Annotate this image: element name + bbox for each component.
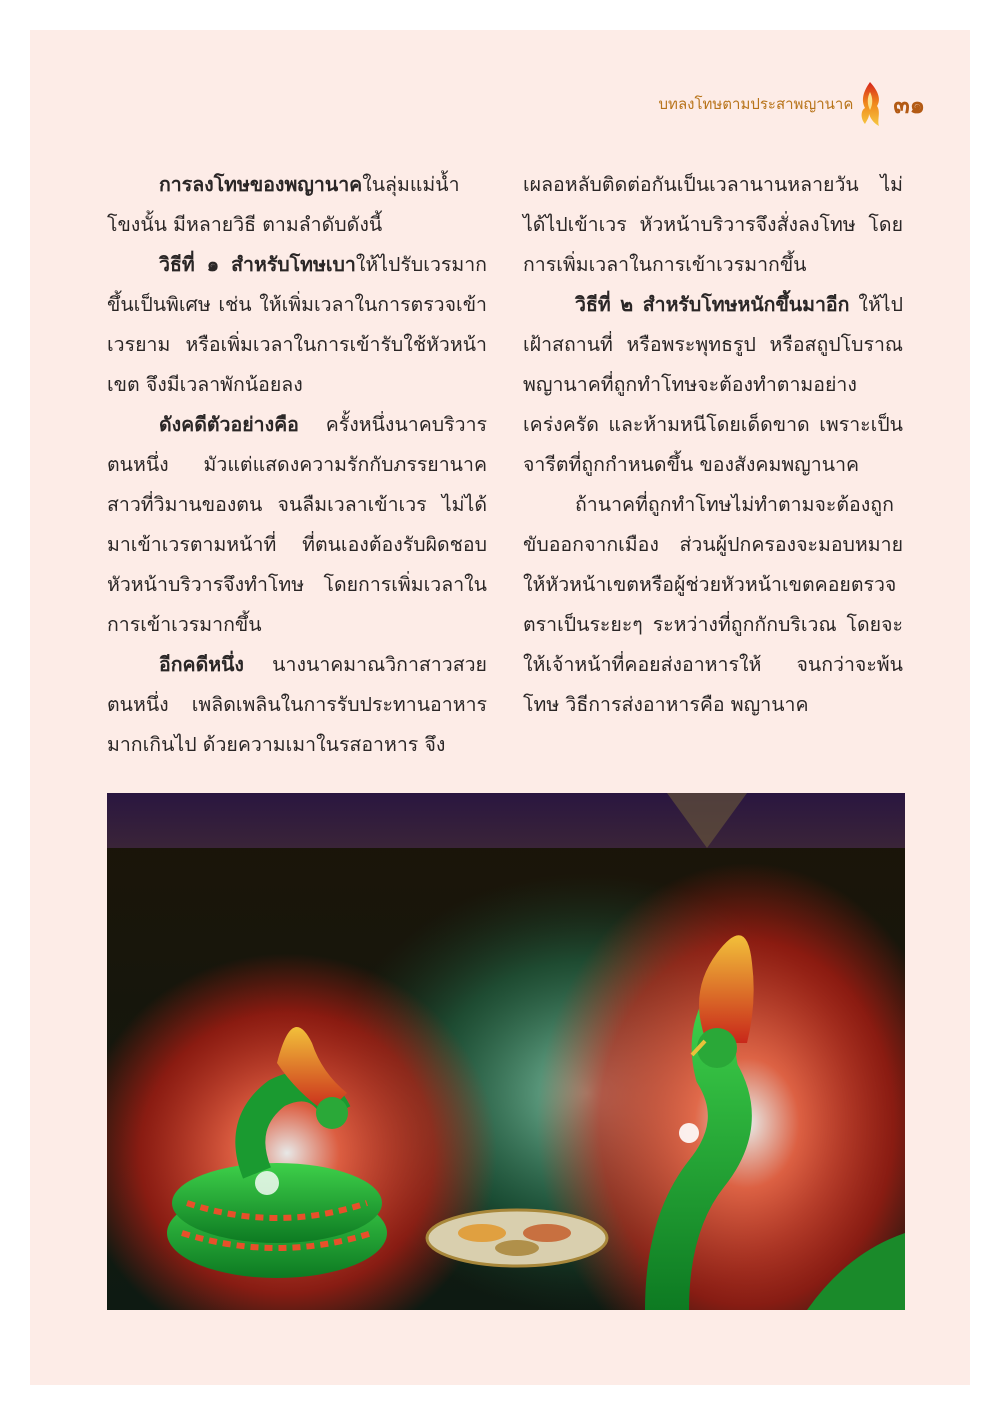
paragraph — [107, 245, 487, 405]
paragraph — [523, 165, 903, 285]
paragraph-text: ในลุ่มแม่น้ำโขงนั้น มีหลายวิธี ตามลำดับดังนี้ — [107, 173, 460, 236]
paragraph-heading: วิธีที่ ๑ สำหรับโทษเบา — [159, 253, 356, 276]
paragraph-text: ให้ไปเฝ้าสถานที่ หรือพระพุทธรูป หรือสถูปโบราณ พญานาคที่ถูกทำโทษจะต้องทำตามอย่างเคร่งครัด และห้ามหนีโดยเด็ดขาด เพราะเป็นจารีตที่ถูกกำหนดขึ้น ของสังคมพญานาค — [523, 293, 903, 476]
header-title: บทลงโทษตามประสาพญานาค — [658, 95, 854, 113]
paragraph-heading: ดังคดีตัวอย่างคือ — [159, 413, 299, 436]
paragraph-heading: การลงโทษของพญานาค — [159, 173, 363, 196]
paragraph-text: เผลอหลับติดต่อกันเป็นเวลานานหลายวัน ไม่ได้ไปเข้าเวร หัวหน้าบริวารจึงสั่งลงโทษ โดยการเพิ่มเวลาในการเข้าเวรมากขึ้น — [523, 173, 903, 276]
page-number: ๓๑ — [893, 90, 925, 119]
paragraph — [107, 645, 487, 765]
paragraph — [523, 485, 903, 725]
naga-illustration — [107, 793, 905, 1310]
flame-ornament-icon — [857, 80, 883, 128]
paragraph-text: ครั้งหนึ่งนาคบริวารตนหนึ่ง มัวแต่แสดงความรักกับภรรยานาคสาวที่วิมานของตน จนลืมเวลาเข้าเวร ไม่ได้มาเข้าเวรตามหน้าที่ ที่ตนเองต้องรับผิดชอบ หัวหน้าบริวารจึงทำโทษ โดยการเพิ่มเวลาในการเข้าเวรมากขึ้น — [107, 413, 487, 636]
paragraph — [107, 165, 487, 245]
running-header — [659, 80, 925, 128]
left-text-column — [107, 165, 487, 765]
right-text-column — [523, 165, 903, 725]
paragraph-text: นางนาคมาณวิกาสาวสวยตนหนึ่ง เพลิดเพลินในการรับประทานอาหารมากเกินไป ด้วยความเมาในรสอาหาร จึง — [107, 653, 487, 756]
paragraph-heading: วิธีที่ ๒ สำหรับโทษหนักขึ้นมาอีก — [575, 293, 850, 316]
paragraph-text: ถ้านาคที่ถูกทำโทษไม่ทำตามจะต้องถูกขับออกจากเมือง ส่วนผู้ปกครองจะมอบหมายให้หัวหน้าเขตหรือผู้ช่วยหัวหน้าเขตคอยตรวจตราเป็นระยะๆ ระหว่างที่ถูกกักบริเวณ โดยจะให้เจ้าหน้าที่คอยส่งอาหารให้ จนกว่าจะพ้นโทษ วิธีการส่งอาหารคือ พญานาค — [523, 493, 903, 716]
paragraph-heading: อีกคดีหนึ่ง — [159, 653, 244, 676]
paragraph-text: ให้ไปรับเวรมากขึ้นเป็นพิเศษ เช่น ให้เพิ่มเวลาในการตรวจเข้าเวรยาม หรือเพิ่มเวลาในการเข้ารับใช้หัวหน้าเขต จึงมีเวลาพักน้อยลง — [107, 253, 487, 396]
paragraph — [523, 285, 903, 485]
paragraph — [107, 405, 487, 645]
